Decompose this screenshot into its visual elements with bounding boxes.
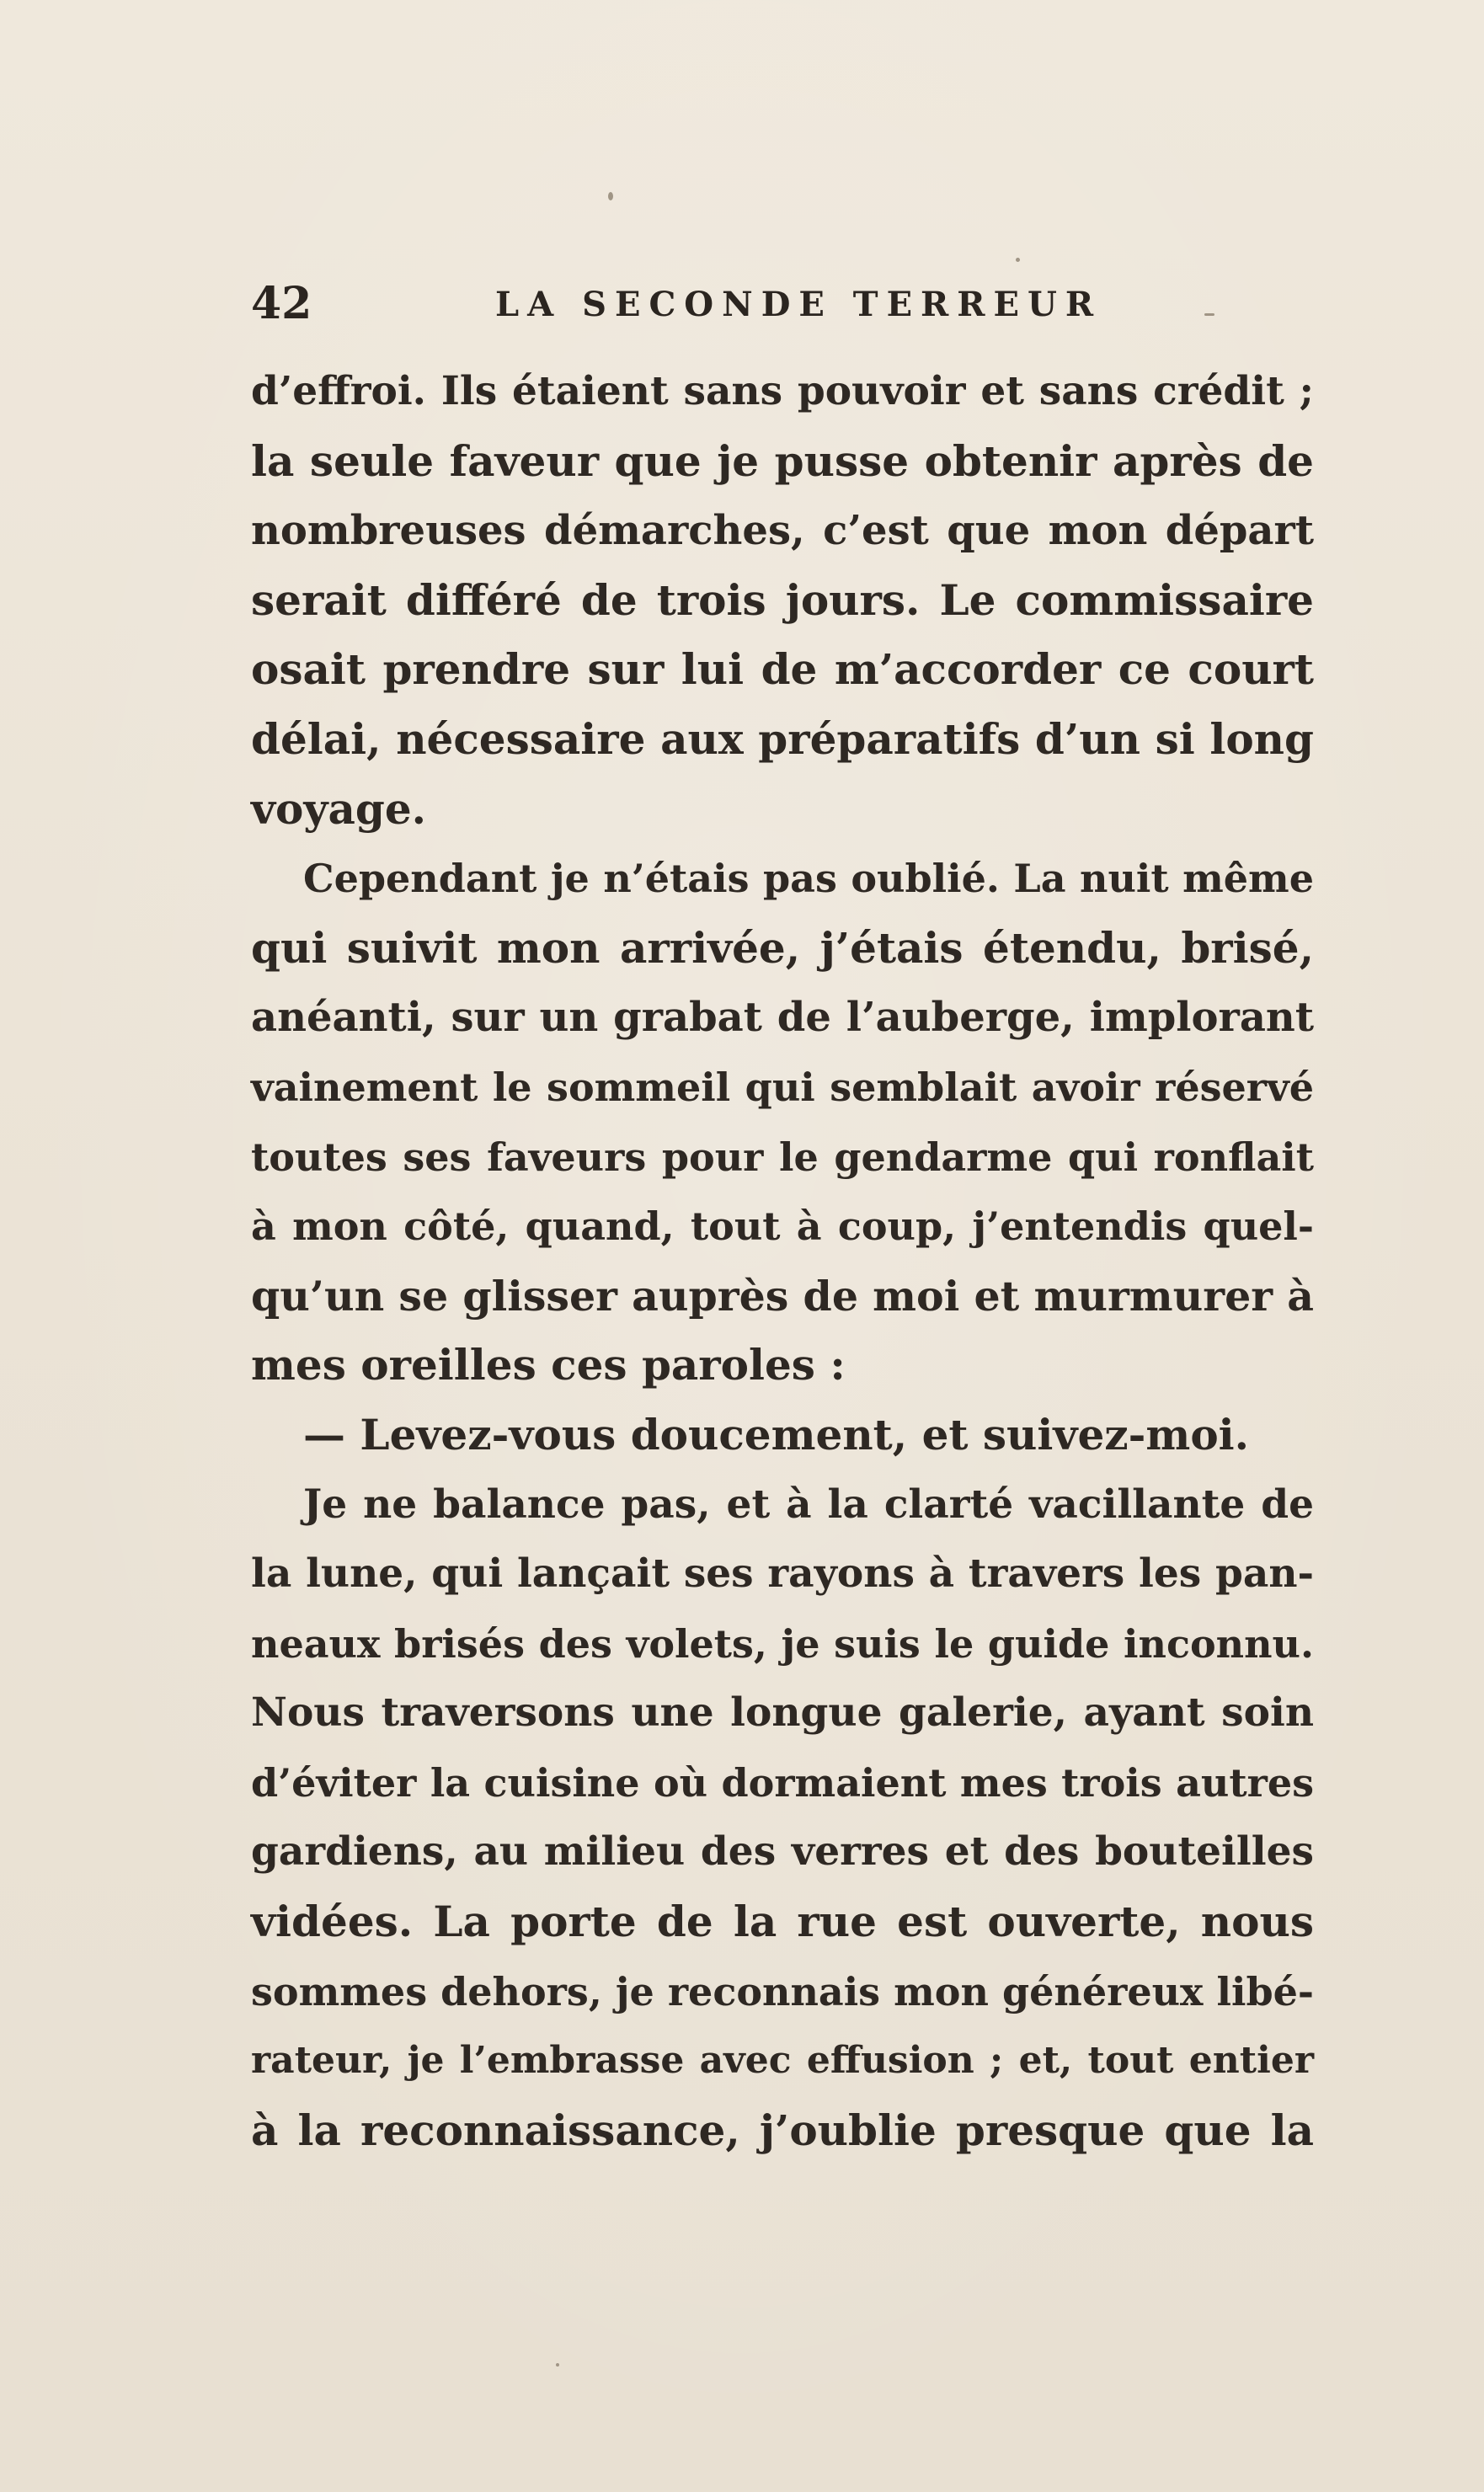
text-line: toutes ses faveurs pour le gendarme qui ronflait <box>251 1134 1314 1180</box>
paper-speck <box>608 192 613 200</box>
text-line: la seule faveur que je pusse obtenir après de <box>251 435 1314 486</box>
dialogue-line: — Levez-vous doucement, et suivez-moi. <box>303 1409 1250 1459</box>
text-line: neaux brisés des volets, je suis le guide inconnu. <box>251 1620 1314 1667</box>
running-head: LA SECONDE TERREUR <box>495 285 1102 324</box>
text-line: sommes dehors, je reconnais mon généreux libé- <box>251 1968 1314 2014</box>
text-line: Cependant je n’étais pas oublié. La nuit même <box>303 856 1314 902</box>
text-line: vidées. La porte de la rue est ouverte, nous <box>251 1897 1314 1947</box>
text-line: délai, nécessaire aux préparatifs d’un si long <box>251 713 1314 764</box>
text-line: à mon côté, quand, tout à coup, j’entendis quel- <box>251 1203 1314 1250</box>
text-line: serait différé de trois jours. Le commissaire <box>251 574 1314 625</box>
page-number: 42 <box>251 278 312 329</box>
text-line: d’éviter la cuisine où dormaient mes trois autres <box>251 1759 1314 1806</box>
text-line: d’effroi. Ils étaient sans pouvoir et sans crédit ; <box>251 368 1314 414</box>
paper-speck <box>1016 258 1020 262</box>
text-line: rateur, je l’embrasse avec effusion ; et, tout entier <box>251 2039 1314 2083</box>
text-line: Je ne balance pas, et à la clarté vacillante de <box>303 1481 1314 1528</box>
text-line: qui suivit mon arrivée, j’étais étendu, brisé, <box>251 922 1314 973</box>
text-line: la lune, qui lançait ses rayons à travers les pan- <box>251 1550 1314 1598</box>
text-line: voyage. <box>251 783 427 834</box>
body-text <box>251 357 1314 2165</box>
text-line: nombreuses démarches, c’est que mon départ <box>251 507 1314 555</box>
text-line: osait prendre sur lui de m’accorder ce court <box>251 644 1314 695</box>
text-line: anéanti, sur un grabat de l’auberge, implorant <box>251 994 1314 1042</box>
paper-speck <box>556 2363 559 2367</box>
text-line: Nous traversons une longue galerie, ayant soin <box>251 1689 1314 1737</box>
page-header <box>251 278 1314 354</box>
text-line: gardiens, au milieu des verres et des bouteilles <box>251 1828 1314 1876</box>
text-line: mes oreilles ces paroles : <box>251 1340 846 1390</box>
text-line: vainement le sommeil qui semblait avoir réservé <box>251 1064 1314 1110</box>
text-line: qu’un se glisser auprès de moi et murmurer à <box>251 1271 1314 1321</box>
text-line: à la reconnaissance, j’oublie presque que la <box>251 2105 1314 2155</box>
